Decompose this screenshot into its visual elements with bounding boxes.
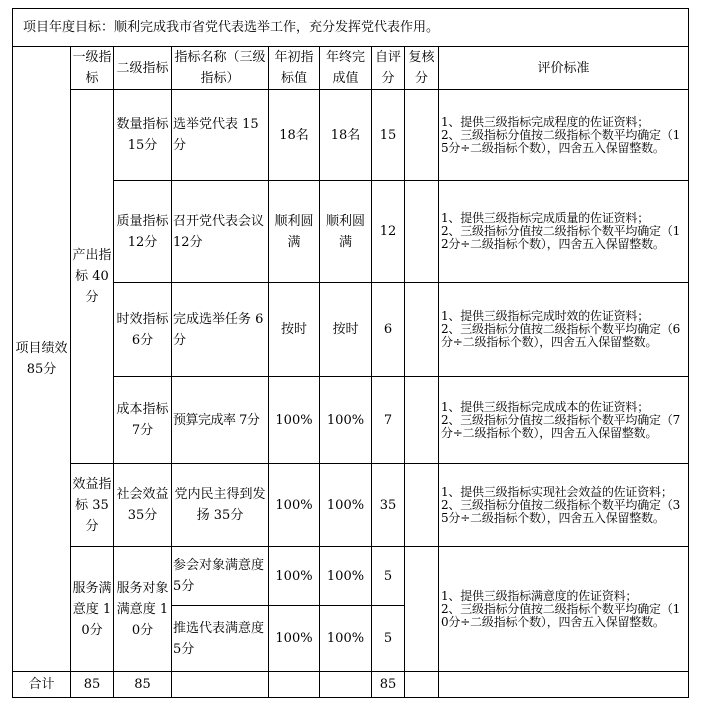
final-value: 按时 — [320, 283, 372, 377]
self-score: 6 — [372, 283, 405, 377]
criteria-line: 2、三级指标分值按二级指标个数平均确定（35分÷二级指标个数），四舍五入保留整数。 — [441, 497, 681, 525]
level2-cell: 数量指标15分 — [114, 90, 172, 181]
review-score — [405, 547, 439, 672]
indicator-name: 党内民主得到发扬 35分 — [172, 464, 269, 547]
criteria-cell — [439, 377, 689, 464]
indicator-name: 召开党代表会议 12分 — [172, 181, 269, 283]
final-value: 100% — [320, 464, 372, 547]
table-row — [13, 283, 689, 377]
header-self-score: 自评分 — [372, 47, 405, 90]
level1-satisfaction: 服务满意度 10分 — [71, 547, 114, 672]
criteria-cell — [439, 90, 689, 181]
indicator-name: 推选代表满意度 5分 — [172, 606, 269, 672]
initial-value: 按时 — [269, 283, 320, 377]
final-value: 100% — [320, 547, 372, 606]
criteria-cell — [439, 283, 689, 377]
total-review — [405, 672, 439, 698]
self-score: 5 — [372, 547, 405, 606]
criteria-line: 2、三级指标分值按二级指标个数平均确定（10分÷二级指标个数），四舍五入保留整数。 — [441, 601, 681, 629]
header-level1: 一级指标 — [71, 47, 114, 90]
level2-cell: 时效指标6分 — [114, 283, 172, 377]
criteria-line: 2、三级指标分值按二级指标个数平均确定（6分÷二级指标个数），四舍五入保留整数。 — [441, 322, 681, 349]
criteria-cell — [439, 464, 689, 547]
criteria-cell — [439, 547, 689, 672]
criteria-line: 1、提供三级指标实现社会效益的佐证资料； — [441, 484, 673, 499]
header-name: 指标名称（三级指标） — [172, 47, 269, 90]
indicator-name: 完成选举任务 6分 — [172, 283, 269, 377]
review-score — [405, 181, 439, 283]
project-goal: 项目年度目标：顺利完成我市省党代表选举工作，充分发挥党代表作用。 — [13, 9, 689, 47]
total-final — [320, 672, 372, 698]
criteria-line: 2、三级指标分值按二级指标个数平均确定（15分÷二级指标个数），四舍五入保留整数。 — [441, 127, 681, 155]
final-value: 顺利圆满 — [320, 181, 372, 283]
initial-value: 100% — [269, 547, 320, 606]
criteria-line: 1、提供三级指标完成成本的佐证资料； — [441, 399, 650, 414]
indicator-name: 预算完成率 7分 — [172, 377, 269, 464]
self-score: 35 — [372, 464, 405, 547]
total-row — [13, 672, 689, 698]
initial-value: 18名 — [269, 90, 320, 181]
total-level1: 85 — [71, 672, 114, 698]
self-score: 7 — [372, 377, 405, 464]
review-score — [405, 90, 439, 181]
criteria-cell — [439, 181, 689, 283]
final-value: 18名 — [320, 90, 372, 181]
self-score: 12 — [372, 181, 405, 283]
table-row — [13, 547, 689, 606]
indicator-name: 选举党代表 15分 — [172, 90, 269, 181]
criteria-line: 2、三级指标分值按二级指标个数平均确定（12分÷二级指标个数），四舍五入保留整数。 — [441, 224, 681, 251]
criteria-line: 2、三级指标分值按二级指标个数平均确定（7分÷二级指标个数），四舍五入保留整数。 — [441, 412, 681, 440]
table-row — [13, 90, 689, 181]
initial-value: 顺利圆满 — [269, 181, 320, 283]
criteria-line: 1、提供三级指标完成质量的佐证资料； — [441, 211, 650, 225]
initial-value: 100% — [269, 606, 320, 672]
level2-cell: 服务对象满意度 10分 — [114, 547, 172, 672]
review-score — [405, 377, 439, 464]
review-score — [405, 464, 439, 547]
criteria-line: 1、提供三级指标完成时效的佐证资料； — [441, 309, 650, 323]
total-self-score: 85 — [372, 672, 405, 698]
table-row — [13, 464, 689, 547]
table-row — [13, 181, 689, 283]
header-initial: 年初指标值 — [269, 47, 320, 90]
table-row — [13, 377, 689, 464]
header-final: 年终完成值 — [320, 47, 372, 90]
level2-cell: 成本指标7分 — [114, 377, 172, 464]
header-level2: 二级指标 — [114, 47, 172, 90]
total-level2: 85 — [114, 672, 172, 698]
initial-value: 100% — [269, 377, 320, 464]
level2-cell: 质量指标12分 — [114, 181, 172, 283]
category-cell: 项目绩效85分 — [13, 47, 71, 672]
total-criteria — [439, 672, 689, 698]
level2-cell: 社会效益35分 — [114, 464, 172, 547]
header-review: 复核分 — [405, 47, 439, 90]
criteria-line: 1、提供三级指标完成程度的佐证资料； — [441, 114, 650, 129]
review-score — [405, 283, 439, 377]
self-score: 15 — [372, 90, 405, 181]
final-value: 100% — [320, 377, 372, 464]
final-value: 100% — [320, 606, 372, 672]
total-initial — [269, 672, 320, 698]
level1-output: 产出指标 40分 — [71, 90, 114, 464]
goal-row — [13, 9, 689, 47]
header-criteria: 评价标准 — [439, 47, 689, 90]
total-label: 合计 — [13, 672, 71, 698]
initial-value: 100% — [269, 464, 320, 547]
header-row — [13, 47, 689, 90]
total-name — [172, 672, 269, 698]
performance-table — [12, 8, 689, 698]
criteria-line: 1、提供三级指标满意度的佐证资料； — [441, 588, 638, 603]
level1-benefit: 效益指标 35分 — [71, 464, 114, 547]
self-score: 5 — [372, 606, 405, 672]
indicator-name: 参会对象满意度 5分 — [172, 547, 269, 606]
